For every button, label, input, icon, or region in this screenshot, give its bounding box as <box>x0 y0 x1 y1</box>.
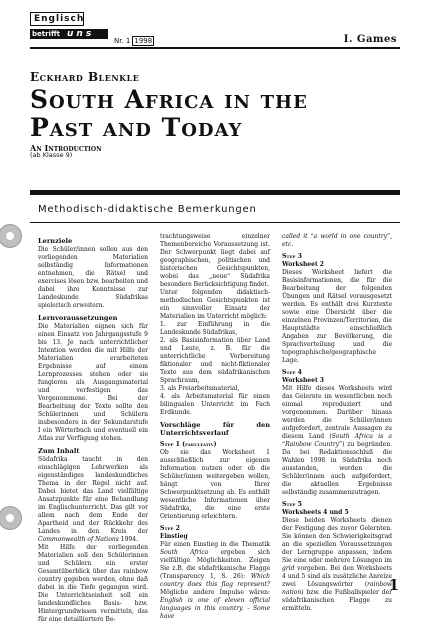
heading-lernziele: Lernziele <box>38 237 73 245</box>
logo-subject: Englisch <box>30 12 84 26</box>
paragraph: Südafrika taucht in den einschlägigen Lehrwerken als eigenständiges landeskundliches Thema in der Regel nicht auf. Dabei bietet das Land vielfältige Ansatzpunkte für eine Behandlung im Englischunterricht. Das gilt vor allem nach dem Ende der Apartheid und der Rückkehr des Landes in den Kreis der Commonwealth of Nations 1994. <box>38 456 148 543</box>
logo-uns: uns <box>67 29 95 39</box>
heading-zum-inhalt: Zum Inhalt <box>38 447 80 455</box>
step-heading: Step 4 <box>282 369 302 376</box>
paragraph: Diese beiden Worksheets dienen der Festigung des zuvor Gelernten. Sie können den Schwierigkeitsgrad an die speziellen Voraussetzungen der Lerngruppe anpassen, indem Sie eine oder mehrere Lösungen im grid vorgeben. Bei den Worksheets 4 und 5 sind als zusätzliche Anreize zwei Lösungswörter (rainbow nation) bzw. die Fußballspieler der südafrikanischen Flagge zu ermitteln. <box>282 517 392 612</box>
step-subheading: Worksheet 3 <box>282 377 324 384</box>
list-item: 4. als Arbeitsmaterial für einen bilingualen Unterricht im Fach Erdkunde. <box>160 393 270 416</box>
paragraph: Ob sie das Worksheet 1 ausschließlich zur eigenen Information nutzen oder ob die Schüler/innen weitergeben wollen, hängt von Ihrer Schwerpunktsetzung ab. Es enthält wesentliche Informationen über Südafrika, die eine erste Orientierung erleichtern. <box>160 449 270 520</box>
paragraph: trachtungsweise einzelner Themenbereiche Voraussetzung ist. Der Schwerpunkt liegt dabei auf geographischen, politischen und historischen Gesichtspunkten, wobei das „neue“ Südafrika besondere Berücksichtigung findet. <box>160 233 270 288</box>
magazine-logo <box>30 12 95 46</box>
paragraph: Für einen Einstieg in die Thematik South Africa ergeben sich vielfältige Möglichkeiten. Zeigen Sie z.B. die südafrikanische Flagge (Transparency 1, S. 26): Which country does this flag represent? Mögliche andere Impulse wären: English is one of eleven official languages in this country. - Some have <box>160 541 270 620</box>
paragraph: Die Materialien eignen sich für einen Einsatz von Jahrgangsstufe 9 bis 13. Je nach unterrichtlicher Intention werden die mit Hilfe der Materialien erarbeiteten Ergebnisse auf einem Lernprozesses stehen oder sie fungieren als Ausgangsmaterial und verfestigen das Vorgenommene. Bei der Bearbeitung der Texte sollte den Schülerinnen und Schülern insbesondere in der Sekundarstufe I ein Wörterbuch und eventuell ein Atlas zur Verfügung stehen. <box>38 323 148 442</box>
step-heading: Step 5 <box>282 501 302 508</box>
paragraph: Die Schüler/innen sollen aus den vorliegenden Materialien selbständig Informationen entnehmen, die Rätsel und exercises lösen bzw. bearbeiten und dabei ihre Kenntnisse zur Landeskunde Südafrikas spielerisch erweitern. <box>38 246 148 309</box>
author-name: Eckhard Blenkle <box>30 70 140 84</box>
paragraph: Mit Hilfe dieses Worksheets wird das Gelernte im wesentlichen noch einmal reproduziert und vorgenommen. Darüber hinaus werden die Schüler/innen aufgefordert, zentrale Aussagen zu diesem Land (South Africa is a “Rainbow Country”) zu begründen. Da bei Redaktionsschluß die Wahlen 1998 in Südafrika noch ausstanden, werden die Schüler/innen auch aufgefordert, die aktuellen Ergebnisse selbständig zusammenzutragen. <box>282 385 392 496</box>
grade-level: (ab Klasse 9) <box>30 151 73 159</box>
step-subheading: Worksheet 2 <box>282 261 324 268</box>
paragraph: Dieses Worksheet liefert die Basisinformationen, die für die Bearbeitung der folgenden Übungen und Rätsel vorausgesetzt werden. Es enthält drei Kurztexte sowie eine Übersicht über die einzelnen Provinzen/Territorien, die Hauptstädte einschließlich Angaben zur Bevölkerung, die Sprachverteilung und die topographische/geographische Lage. <box>282 269 392 364</box>
heading-unterrichtsverlauf: Vorschläge für den Unterrichtsverlauf <box>160 421 270 437</box>
issue-year: 1998 <box>134 37 153 45</box>
paragraph: Unter folgenden didaktisch-methodischen Gesichtspunkten ist ein sinnvoller Einsatz der Materialien im Unterricht möglich: <box>160 289 270 320</box>
punch-hole-icon <box>0 506 22 530</box>
article-title-line1: South Africa in the <box>30 85 308 114</box>
section-band <box>30 190 400 195</box>
text-column-1 <box>38 233 148 624</box>
text-column-2 <box>160 233 270 621</box>
logo-betrifft: betrifft <box>32 30 60 38</box>
step-heading: Step 3 <box>282 253 302 260</box>
step-heading: Step 1 (fakultativ) <box>160 441 217 448</box>
list-item: 1. zur Einführung in die Landeskunde Südafrikas, <box>160 321 270 336</box>
paragraph: Mit Hilfe der vorliegenden Materialien soll den Schülerinnen und Schülern ein erster Gesamtüberblick über das rainbow country gegeben werden, ohne daß dabei in die Tiefe gegangen wird. Die Unterrichtseinheit soll ein landeskundliches Basis- bzw. Hintergrundwissen vermitteln, das für eine detailliertere Be- <box>38 544 148 623</box>
text-column-3 <box>282 233 392 613</box>
article-subtitle: An Introduction <box>30 143 102 153</box>
article-title-line2: Past and Today <box>30 113 243 142</box>
page-number: 1 <box>388 576 399 594</box>
issue-prefix: Nr. 1 <box>114 37 131 45</box>
heading-lernvoraussetzungen: Lernvoraussetzungen <box>38 314 118 322</box>
list-item: 3. als Freiarbeitsmaterial, <box>160 385 240 392</box>
step-heading: Step 2 <box>160 525 180 532</box>
list-item: 2. als Basisinformation über Land und Leute, z. B. für die unterrichtliche Vorbereitung fiktionaler und nicht-fiktionaler Texte aus dem südafrikanischen Sprachraum, <box>160 337 270 384</box>
section-rule <box>30 222 400 223</box>
section-title: Methodisch-didaktische Bemerkungen <box>38 204 257 215</box>
issue-number <box>114 36 154 46</box>
rubric-label: I. Games <box>343 34 397 45</box>
header-rule <box>30 47 400 49</box>
punch-hole-icon <box>0 224 22 248</box>
paragraph: called it “a world in one country”, etc. <box>282 233 392 248</box>
step-subheading: Einstieg <box>160 533 188 540</box>
step-subheading: Worksheets 4 und 5 <box>282 509 349 516</box>
